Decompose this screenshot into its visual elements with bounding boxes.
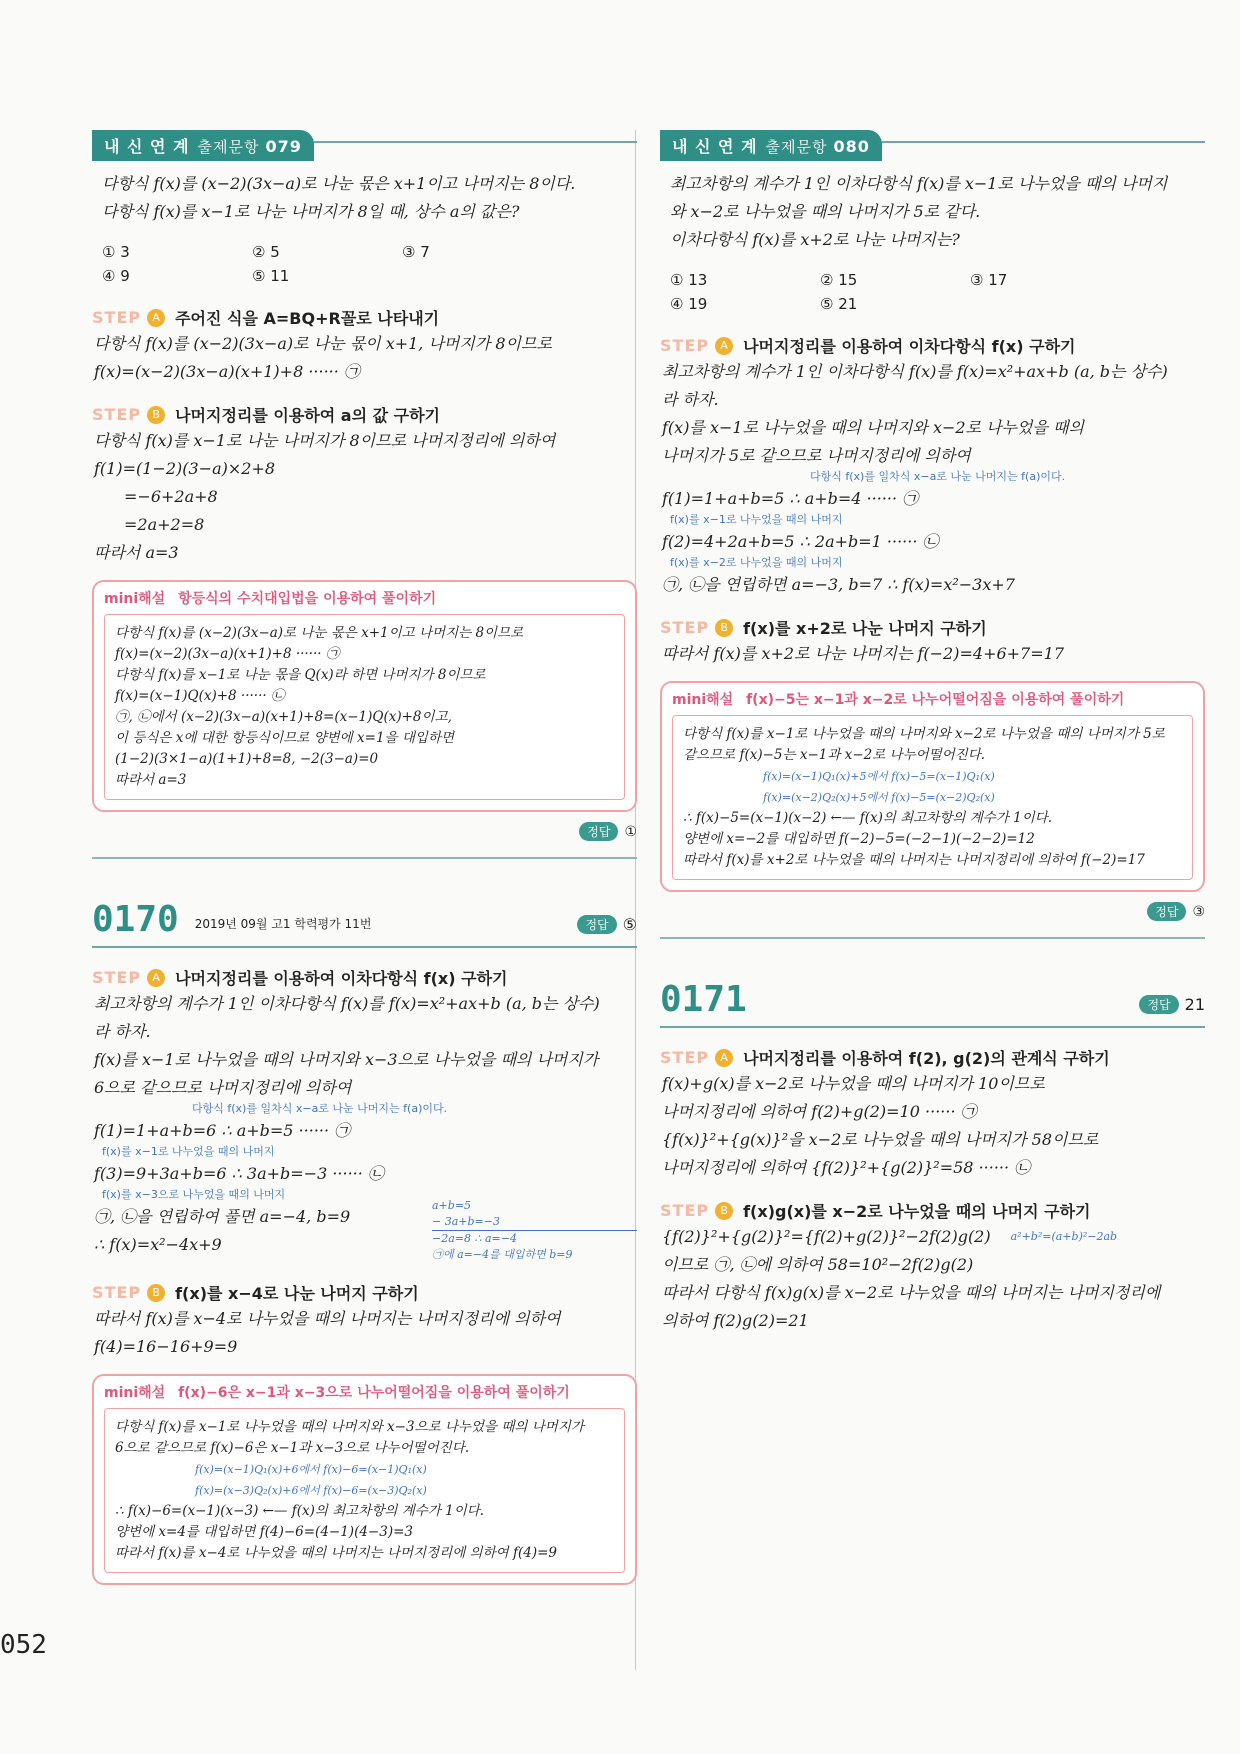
- solution-line: 6으로 같으므로 나머지정리에 의하여: [94, 1078, 352, 1097]
- mini-line: f(x)=(x−1)Q₁(x)+6에서 f(x)−6=(x−1)Q₁(x): [195, 1463, 427, 1476]
- step-number: A: [715, 337, 733, 355]
- solution-line: 따라서 다항식 f(x)g(x)를 x−2로 나누었을 때의 나머지는 나머지정리에: [662, 1283, 1161, 1302]
- solution-line: f(4)=16−16+9=9: [94, 1337, 238, 1356]
- p0171-step-a: [660, 1046, 1205, 1069]
- mini-line: ㉠, ㉡에서 (x−2)(3x−a)(x+1)+8=(x−1)Q(x)+8이고,: [115, 709, 452, 725]
- equation: f(1)=1+a+b=6 ∴ a+b=5 ······ ㉠: [94, 1121, 351, 1140]
- equation: ㉠, ㉡을 연립하면 a=−3, b=7 ∴ f(x)=x²−3x+7: [662, 575, 1015, 594]
- p0170-step-b: [92, 1281, 637, 1304]
- q079-text: [102, 170, 637, 226]
- side-note: a²+b²=(a+b)²−2ab: [1010, 1229, 1118, 1243]
- q079-answer: [92, 822, 637, 841]
- q079-step-a: [92, 306, 637, 329]
- q080-mini-explanation: [660, 681, 1205, 892]
- answer-value: ①: [624, 823, 637, 840]
- answer-label: 정답: [579, 822, 618, 841]
- step-label: STEP: [92, 308, 142, 327]
- question-line: 다항식 f(x)를 (x−2)(3x−a)로 나눈 몫은 x+1이고 나머지는 8이다.: [102, 174, 576, 193]
- choice: ④ 9: [102, 267, 130, 285]
- step-title: f(x)를 x+2로 나눈 나머지 구하기: [743, 619, 987, 638]
- mini-line: 6으로 같으므로 f(x)−6은 x−1과 x−3으로 나누어떨어진다.: [115, 1440, 470, 1456]
- p0170-mini-explanation: [92, 1374, 637, 1585]
- mini-line: 양변에 x=−2를 대입하면 f(−2)−5=(−2−1)(−2−2)=12: [683, 831, 1035, 847]
- mini-line: 같으므로 f(x)−5는 x−1과 x−2로 나누어떨어진다.: [683, 747, 986, 763]
- mini-label: mini해설: [672, 692, 734, 708]
- step-title: 주어진 식을 A=BQ+R꼴로 나타내기: [175, 309, 440, 328]
- header-rule: [314, 141, 637, 143]
- solution-line: 따라서 f(x)를 x−4로 나누었을 때의 나머지는 나머지정리에 의하여: [94, 1309, 561, 1328]
- solution-line: =2a+2=8: [124, 515, 205, 534]
- mini-line: f(x)=(x−3)Q₂(x)+6에서 f(x)−6=(x−3)Q₂(x): [195, 1484, 427, 1497]
- tag-label: 내 신 연 계: [104, 136, 190, 156]
- solution-line: {f(2)}²+{g(2)}²={f(2)+g(2)}²−2f(2)g(2): [662, 1227, 991, 1246]
- q079-choices: [102, 240, 637, 288]
- step-label: STEP: [660, 618, 710, 637]
- choice: ③ 17: [970, 271, 1008, 289]
- q080-step-b: [660, 616, 1205, 639]
- mini-line: f(x)=(x−2)(3x−a)(x+1)+8 ······ ㉠: [115, 646, 340, 662]
- p0170-step-a: [92, 966, 637, 989]
- mini-header: [672, 689, 1193, 709]
- step-number: B: [147, 1284, 165, 1302]
- side-calc-line: − 3a+b=−3: [432, 1215, 500, 1228]
- solution-line: 라 하자.: [94, 1022, 151, 1041]
- p0171-header: [660, 979, 1205, 1028]
- choice: ① 13: [670, 271, 708, 289]
- step-number: A: [147, 309, 165, 327]
- solution-line: 나머지가 5로 같으므로 나머지정리에 의하여: [662, 446, 971, 465]
- annotation: f(x)를 x−2로 나누었을 때의 나머지: [670, 556, 843, 569]
- mini-title: 항등식의 수치대입법을 이용하여 풀이하기: [178, 591, 437, 607]
- tag-sub: 출제문항: [197, 137, 260, 156]
- equations: [92, 1116, 637, 1258]
- question-line: 와 x−2로 나누었을 때의 나머지가 5로 같다.: [670, 202, 981, 221]
- p0171-identity-row: [660, 1222, 1205, 1250]
- answer-label: 정답: [1147, 902, 1186, 921]
- mini-body: [672, 715, 1193, 880]
- page-number: 052: [0, 1630, 47, 1660]
- mini-body: [104, 1408, 625, 1573]
- solution-line: f(x)를 x−1로 나누었을 때의 나머지와 x−2로 나누었을 때의: [662, 418, 1084, 437]
- tag-number: 079: [265, 136, 302, 156]
- q079-tag: [92, 130, 314, 161]
- solution-line: 따라서 f(x)를 x+2로 나눈 나머지는 f(−2)=4+6+7=17: [662, 644, 1065, 663]
- choice: ④ 19: [670, 295, 708, 313]
- step-number: B: [147, 406, 165, 424]
- annotation: f(x)를 x−3으로 나누었을 때의 나머지: [102, 1188, 286, 1201]
- choice: ⑤ 11: [252, 267, 290, 285]
- mini-line: 이 등식은 x에 대한 항등식이므로 양변에 x=1을 대입하면: [115, 730, 455, 746]
- q080-answer: [660, 902, 1205, 921]
- mini-line: 다항식 f(x)를 x−1로 나누었을 때의 나머지와 x−2로 나누었을 때의 나머지가 5로: [683, 726, 1165, 742]
- solution-line: {f(x)}²+{g(x)}²을 x−2로 나누었을 때의 나머지가 58이므로: [662, 1130, 1099, 1149]
- answer-label: 정답: [577, 915, 616, 934]
- step-number: A: [715, 1049, 733, 1067]
- p0171-step-b: [660, 1199, 1205, 1222]
- mini-body: [104, 614, 625, 800]
- solution-line: 따라서 a=3: [94, 543, 179, 562]
- choice: ③ 7: [402, 243, 430, 261]
- mini-line: 양변에 x=4를 대입하면 f(4)−6=(4−1)(4−3)=3: [115, 1524, 413, 1540]
- solution-line: f(x)를 x−1로 나누었을 때의 나머지와 x−3으로 나누었을 때의 나머지가: [94, 1050, 599, 1069]
- mini-line: 따라서 f(x)를 x−4로 나누었을 때의 나머지는 나머지정리에 의하여 f(4)=9: [115, 1545, 557, 1561]
- solution-line: 다항식 f(x)를 x−1로 나눈 나머지가 8이므로 나머지정리에 의하여: [94, 431, 556, 450]
- tag-number: 080: [833, 136, 870, 156]
- annotation: 다항식 f(x)를 일차식 x−a로 나눈 나머지는 f(a)이다.: [810, 470, 1066, 483]
- p0170-header: [92, 899, 637, 948]
- equation: f(1)=1+a+b=5 ∴ a+b=4 ······ ㉠: [662, 489, 919, 508]
- step-number: B: [715, 619, 733, 637]
- step-label: STEP: [660, 1048, 710, 1067]
- tag-label: 내 신 연 계: [672, 136, 758, 156]
- section-rule: [92, 857, 637, 859]
- mini-line: (1−2)(3×1−a)(1+1)+8=8, −2(3−a)=0: [115, 751, 379, 767]
- choice: ② 5: [252, 243, 280, 261]
- step-number: A: [147, 969, 165, 987]
- mini-line: f(x)=(x−2)Q₂(x)+5에서 f(x)−5=(x−2)Q₂(x): [763, 791, 995, 804]
- q080-text: [670, 170, 1205, 254]
- step-label: STEP: [660, 336, 710, 355]
- step-title: f(x)g(x)를 x−2로 나누었을 때의 나머지 구하기: [743, 1202, 1091, 1221]
- q079-step-b: [92, 403, 637, 426]
- equation: f(2)=4+2a+b=5 ∴ 2a+b=1 ······ ㉡: [662, 532, 939, 551]
- step-title: 나머지정리를 이용하여 a의 값 구하기: [175, 406, 441, 425]
- solution-line: f(1)=(1−2)(3−a)×2+8: [94, 459, 276, 478]
- step-label: STEP: [92, 968, 142, 987]
- mini-line: f(x)=(x−1)Q₁(x)+5에서 f(x)−5=(x−1)Q₁(x): [763, 770, 995, 783]
- step-number: B: [715, 1202, 733, 1220]
- answer-label: 정답: [1139, 995, 1178, 1014]
- mini-line: ∴ f(x)−6=(x−1)(x−3) ←— f(x)의 최고차항의 계수가 1이다.: [115, 1503, 485, 1519]
- side-calc-line: −2a=8 ∴ a=−4: [432, 1230, 637, 1247]
- mini-line: 다항식 f(x)를 x−1로 나눈 몫을 Q(x)라 하면 나머지가 8이므로: [115, 667, 486, 683]
- mini-label: mini해설: [104, 1385, 166, 1401]
- q080-header: [660, 130, 1205, 160]
- q080-choices: [670, 268, 1205, 316]
- annotation: f(x)를 x−1로 나누었을 때의 나머지: [102, 1145, 275, 1158]
- problem-answer: [1139, 995, 1205, 1014]
- problem-source: 2019년 09월 고1 학력평가 11번: [194, 917, 372, 931]
- solution-line: =−6+2a+8: [124, 487, 218, 506]
- mini-line: 따라서 f(x)를 x+2로 나누었을 때의 나머지는 나머지정리에 의하여 f(−2)=17: [683, 852, 1145, 868]
- left-column: [92, 130, 637, 1585]
- solution-line: 나머지정리에 의하여 {f(2)}²+{g(2)}²=58 ······ ㉡: [662, 1158, 1031, 1177]
- side-calc-line: ㉠에 a=−4를 대입하면 b=9: [432, 1248, 573, 1261]
- question-line: 최고차항의 계수가 1인 이차다항식 f(x)를 x−1로 나누었을 때의 나머지: [670, 174, 1168, 193]
- equation: ∴ f(x)=x²−4x+9: [94, 1235, 222, 1254]
- solution-line: f(x)+g(x)를 x−2로 나누었을 때의 나머지가 10이므로: [662, 1074, 1045, 1093]
- problem-answer: [577, 915, 637, 934]
- side-calc-line: a+b=5: [432, 1199, 472, 1212]
- mini-label: mini해설: [104, 591, 166, 607]
- mini-line: f(x)=(x−1)Q(x)+8 ······ ㉡: [115, 688, 285, 704]
- p0170-eq-block: [92, 1116, 637, 1258]
- right-column: [660, 130, 1205, 1334]
- question-line: 이차다항식 f(x)를 x+2로 나눈 나머지는?: [670, 230, 960, 249]
- solution-line: 의하여 f(2)g(2)=21: [662, 1311, 809, 1330]
- mini-line: 다항식 f(x)를 x−1로 나누었을 때의 나머지와 x−3으로 나누었을 때의 나머지가: [115, 1419, 584, 1435]
- header-rule: [882, 141, 1205, 143]
- step-title: 나머지정리를 이용하여 f(2), g(2)의 관계식 구하기: [743, 1049, 1110, 1068]
- mini-line: ∴ f(x)−5=(x−1)(x−2) ←— f(x)의 최고차항의 계수가 1이다.: [683, 810, 1053, 826]
- annotation: 다항식 f(x)를 일차식 x−a로 나눈 나머지는 f(a)이다.: [192, 1102, 448, 1115]
- q080-step-a: [660, 334, 1205, 357]
- mini-header: [104, 1382, 625, 1402]
- annotation: f(x)를 x−1로 나누었을 때의 나머지: [670, 513, 843, 526]
- solution-line: 라 하자.: [662, 390, 719, 409]
- equation: ㉠, ㉡을 연립하여 풀면 a=−4, b=9: [94, 1207, 351, 1226]
- q080-tag: [660, 130, 882, 161]
- solution-line: 최고차항의 계수가 1인 이차다항식 f(x)를 f(x)=x²+ax+b (a, b는 상수): [662, 362, 1168, 381]
- mini-line: 다항식 f(x)를 (x−2)(3x−a)로 나눈 몫은 x+1이고 나머지는 8이므로: [115, 625, 524, 641]
- equation: f(3)=9+3a+b=6 ∴ 3a+b=−3 ······ ㉡: [94, 1164, 384, 1183]
- step-title: 나머지정리를 이용하여 이차다항식 f(x) 구하기: [743, 337, 1076, 356]
- q079-header: [92, 130, 637, 160]
- mini-line: 따라서 a=3: [115, 772, 187, 788]
- section-rule: [660, 937, 1205, 939]
- tag-sub: 출제문항: [765, 137, 828, 156]
- problem-number: 0170: [92, 899, 179, 940]
- solution-line: 최고차항의 계수가 1인 이차다항식 f(x)를 f(x)=x²+ax+b (a, b는 상수): [94, 994, 600, 1013]
- answer-value: ③: [1192, 903, 1205, 920]
- answer-value: 21: [1184, 995, 1205, 1014]
- solution-line: 이므로 ㉠, ㉡에 의하여 58=10²−2f(2)g(2): [662, 1255, 974, 1274]
- step-label: STEP: [92, 405, 142, 424]
- question-line: 다항식 f(x)를 x−1로 나눈 나머지가 8일 때, 상수 a의 값은?: [102, 202, 520, 221]
- answer-value: ⑤: [622, 915, 637, 934]
- step-title: 나머지정리를 이용하여 이차다항식 f(x) 구하기: [175, 969, 508, 988]
- choice: ② 15: [820, 271, 858, 289]
- q079-mini-explanation: [92, 580, 637, 812]
- choice: ① 3: [102, 243, 130, 261]
- choice: ⑤ 21: [820, 295, 858, 313]
- mini-header: [104, 588, 625, 608]
- solution-line: f(x)=(x−2)(3x−a)(x+1)+8 ······ ㉠: [94, 362, 360, 381]
- step-label: STEP: [92, 1283, 142, 1302]
- solution-line: 나머지정리에 의하여 f(2)+g(2)=10 ······ ㉠: [662, 1102, 977, 1121]
- problem-number: 0171: [660, 979, 747, 1020]
- mini-title: f(x)−5는 x−1과 x−2로 나누어떨어짐을 이용하여 풀이하기: [746, 692, 1125, 708]
- step-title: f(x)를 x−4로 나눈 나머지 구하기: [175, 1284, 419, 1303]
- step-label: STEP: [660, 1201, 710, 1220]
- mini-title: f(x)−6은 x−1과 x−3으로 나누어떨어짐을 이용하여 풀이하기: [178, 1385, 570, 1401]
- solution-line: 다항식 f(x)를 (x−2)(3x−a)로 나눈 몫이 x+1, 나머지가 8이므로: [94, 334, 552, 353]
